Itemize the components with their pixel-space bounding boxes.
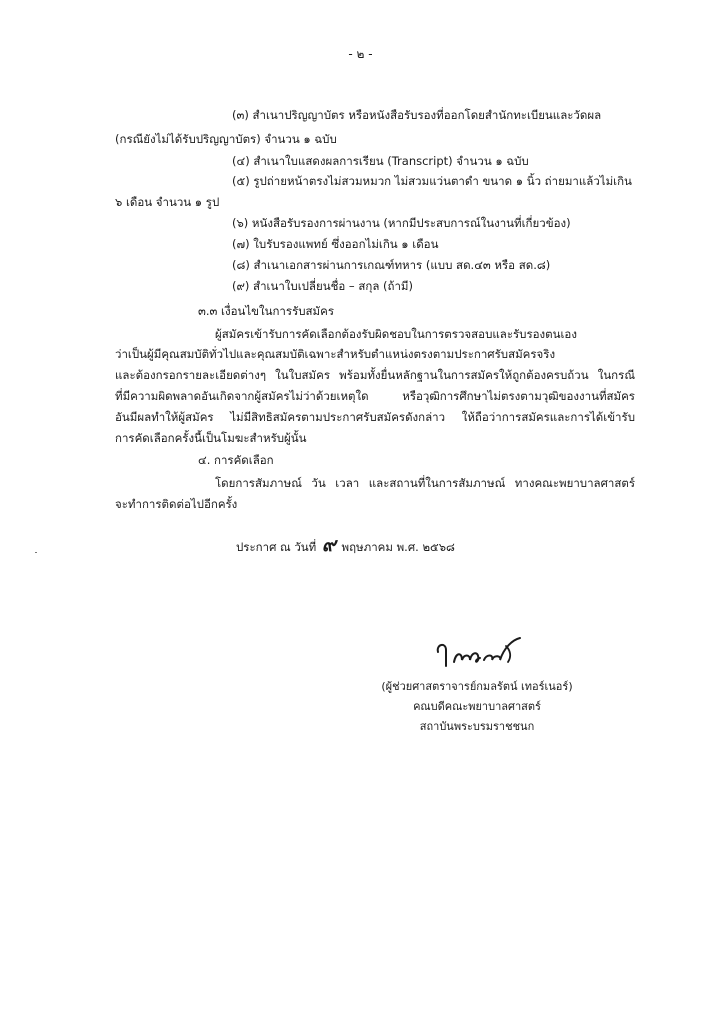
margin-mark: [35, 552, 37, 553]
conditions-line: การคัดเลือกครั้งนี้เป็นโมฆะสำหรับผู้นั้น: [115, 431, 307, 445]
req-item-3-line-1: (๓) สำเนาปริญญาบัตร หรือหนังสือรับรองที่ออกโดยสำนักทะเบียนและวัดผล: [232, 108, 602, 122]
req-item-5-line-1: (๕) รูปถ่ายหน้าตรงไม่สวมหมวก ไม่สวมแว่นตาดำ ขนาด ๑ นิ้ว ถ่ายมาแล้วไม่เกิน: [232, 174, 632, 188]
req-item-9: (๙) สำเนาใบเปลี่ยนชื่อ – สกุล (ถ้ามี): [232, 279, 414, 293]
req-item-7: (๗) ใบรับรองแพทย์ ซึ่งออกไม่เกิน ๑ เดือน: [232, 237, 439, 251]
selection-line-1: โดยการสัมภาษณ์ วัน เวลา และสถานที่ในการสัมภาษณ์ ทางคณะพยาบาลศาสตร์: [215, 476, 635, 490]
announcement-suffix: พฤษภาคม พ.ศ. ๒๕๖๘: [341, 540, 455, 554]
conditions-line: ผู้สมัครเข้ารับการคัดเลือกต้องรับผิดชอบในการตรวจสอบและรับรองตนเอง: [215, 327, 577, 341]
signature: [428, 630, 528, 672]
req-item-5-line-2: ๖ เดือน จำนวน ๑ รูป: [115, 195, 220, 209]
req-item-8: (๘) สำเนาเอกสารผ่านการเกณฑ์ทหาร (แบบ สด.๔๓ หรือ สด.๘): [232, 258, 551, 272]
conditions-heading: ๓.๓ เงื่อนไขในการรับสมัคร: [198, 304, 335, 318]
selection-line-2: จะทำการติดต่อไปอีกครั้ง: [115, 497, 238, 511]
announcement-day: ๙: [321, 534, 336, 556]
req-item-6: (๖) หนังสือรับรองการผ่านงาน (หากมีประสบการณ์ในงานที่เกี่ยวข้อง): [232, 216, 571, 230]
announcement-prefix: ประกาศ ณ วันที่: [236, 540, 317, 554]
req-item-3-line-2: (กรณียังไม่ได้รับปริญญาบัตร) จำนวน ๑ ฉบับ: [115, 132, 337, 146]
announcement-date: [236, 530, 455, 560]
req-item-4: (๔) สำเนาใบแสดงผลการเรียน (Transcript) จำนวน ๑ ฉบับ: [232, 154, 529, 168]
conditions-line: ว่าเป็นผู้มีคุณสมบัติทั่วไปและคุณสมบัติเฉพาะสำหรับตำแหน่งตรงตามประกาศรับสมัครจริง: [115, 347, 556, 361]
conditions-line: อันมีผลทำให้ผู้สมัคร ไม่มีสิทธิสมัครตามประกาศรับสมัครดังกล่าว ให้ถือว่าการสมัครและการได้เข้ารับ: [115, 410, 635, 424]
conditions-line: และต้องกรอกรายละเอียดต่างๆ ในใบสมัคร พร้อมทั้งยื่นหลักฐานในการสมัครให้ถูกต้องครบถ้วน ในกรณี: [115, 368, 635, 382]
signer-institution: สถาบันพระบรมราชชนก: [419, 720, 535, 733]
signer-name: (ผู้ช่วยศาสตราจารย์กมลรัตน์ เทอร์เนอร์): [381, 680, 573, 693]
conditions-line: ที่มีความผิดพลาดอันเกิดจากผู้สมัครไม่ว่าด้วยเหตุใด หรือวุฒิการศึกษาไม่ตรงตามวุฒิของงานที่สมัคร: [115, 389, 635, 403]
selection-heading: ๔. การคัดเลือก: [198, 453, 274, 467]
signer-position: คณบดีคณะพยาบาลศาสตร์: [413, 700, 541, 713]
page-number: - ๒ -: [348, 47, 373, 61]
